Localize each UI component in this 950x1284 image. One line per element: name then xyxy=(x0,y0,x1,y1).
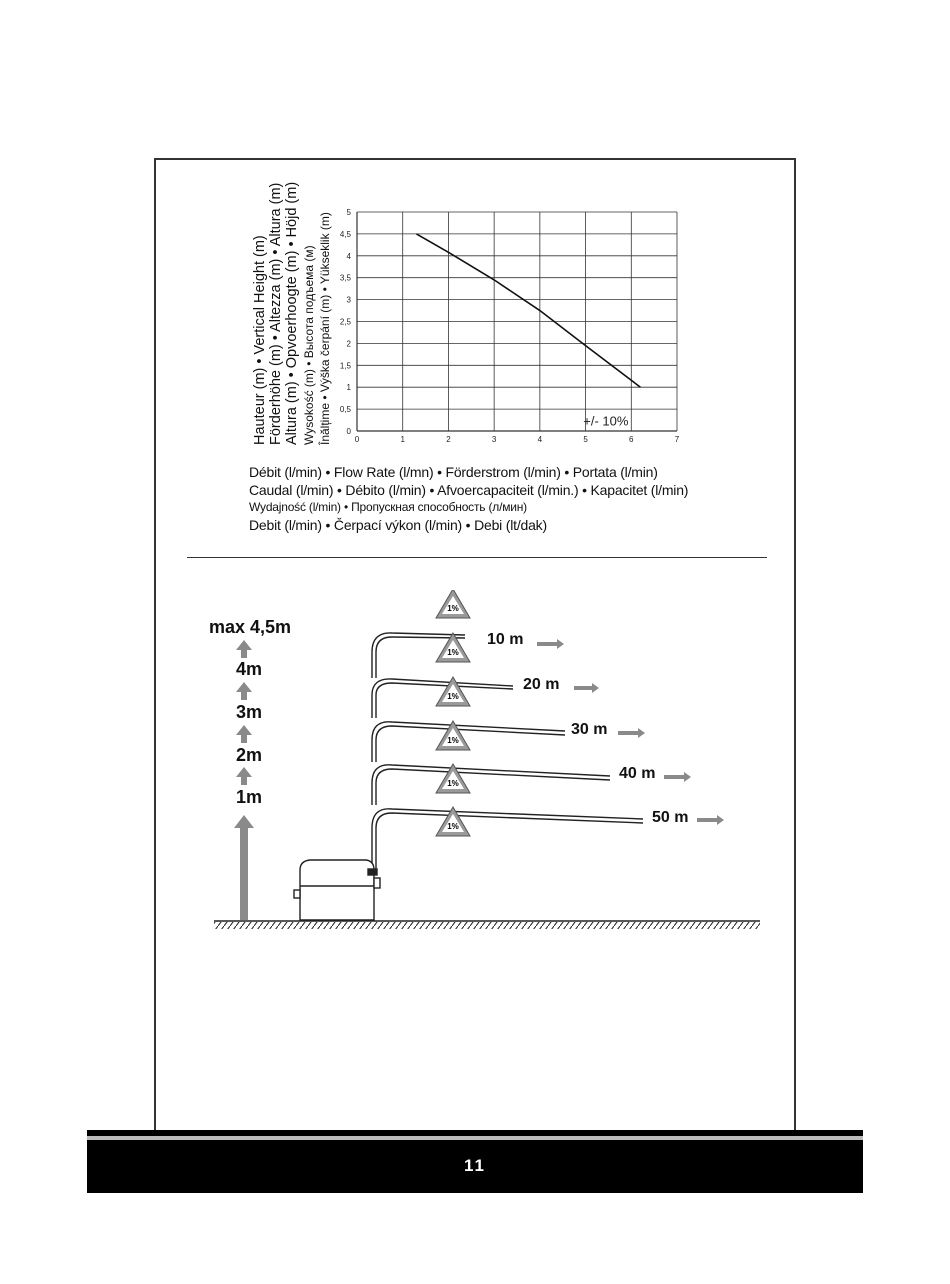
y-label-line: Wysokość (m) • Высота подъема (м) xyxy=(302,245,316,445)
x-axis-label-block xyxy=(249,464,688,534)
y-tick-label: 0 xyxy=(346,427,351,436)
distance-label-40m: 40 m xyxy=(619,765,656,782)
height-label-max: max 4,5m xyxy=(209,617,292,637)
y-label-line: Înălțime • Výška čerpání (m) • Yükseklik (m) xyxy=(318,212,332,445)
tolerance-annotation: +/- 10% xyxy=(583,413,629,429)
y-label-line: Altura (m) • Opvoerhoogte (m) • Höjd (m) xyxy=(284,181,300,445)
x-tick-label: 3 xyxy=(491,435,497,444)
slope-warning-icon xyxy=(436,590,470,618)
page-number: 11 xyxy=(464,1156,486,1175)
svg-text:1%: 1% xyxy=(447,692,459,701)
y-tick-label: 3,5 xyxy=(339,273,351,283)
height-label-3m: 3m xyxy=(236,702,263,722)
y-label-line: Hauteur (m) • Vertical Height (m) xyxy=(252,235,268,445)
x-label-line: Wydajność (l/min) • Пропускная способность (л/мин) xyxy=(249,500,527,514)
flow-rate-chart xyxy=(230,195,700,455)
x-tick-label: 2 xyxy=(446,435,451,444)
x-label-line: Débit (l/min) • Flow Rate (l/mn) • Förderstrom (l/min) • Portata (l/min) xyxy=(249,464,658,480)
x-tick-label: 0 xyxy=(354,435,360,444)
y-tick-label: 2 xyxy=(346,339,351,349)
distance-label-20m: 20 m xyxy=(523,676,560,693)
y-tick-label: 1,5 xyxy=(339,361,351,371)
svg-text:1%: 1% xyxy=(447,648,459,657)
distance-label-50m: 50 m xyxy=(652,809,689,826)
footer-bar xyxy=(87,1140,863,1193)
x-tick-label: 6 xyxy=(629,435,634,444)
height-label-4m: 4m xyxy=(236,659,263,679)
series-line xyxy=(416,234,640,387)
x-tick-label: 1 xyxy=(400,435,405,444)
y-tick-label: 1 xyxy=(346,383,351,393)
y-tick-label: 0,5 xyxy=(339,405,351,415)
x-tick-label: 4 xyxy=(537,435,543,444)
svg-text:1%: 1% xyxy=(447,779,459,788)
y-tick-label: 4,5 xyxy=(339,229,351,239)
ground-hatch xyxy=(214,921,760,929)
installation-diagram xyxy=(200,590,770,940)
section-divider xyxy=(187,557,767,558)
x-tick-label: 5 xyxy=(583,435,588,444)
distance-label-10m: 10 m xyxy=(487,631,524,648)
height-label-2m: 2m xyxy=(236,745,263,765)
drain-pipes xyxy=(372,633,643,873)
height-arrows xyxy=(234,640,254,920)
svg-text:1%: 1% xyxy=(447,604,459,613)
y-tick-label: 5 xyxy=(346,208,351,217)
y-tick-label: 4 xyxy=(346,251,351,261)
x-label-line: Caudal (l/min) • Débito (l/min) • Afvoercapaciteit (l/min.) • Kapacitet (l/min) xyxy=(249,481,689,498)
svg-text:1%: 1% xyxy=(447,736,459,745)
height-label-1m: 1m xyxy=(236,787,263,807)
x-label-line: Debit (l/min) • Čerpací výkon (l/min) • Debi (lt/dak) xyxy=(249,516,547,533)
pump-unit-icon xyxy=(294,860,380,920)
svg-text:1%: 1% xyxy=(447,822,459,831)
y-tick-label: 3 xyxy=(346,295,351,305)
y-tick-label: 2,5 xyxy=(339,317,351,327)
y-label-line: Förderhöhe (m) • Altezza (m) • Altura (m) xyxy=(268,182,284,445)
distance-label-30m: 30 m xyxy=(571,721,608,738)
flow-arrows xyxy=(537,639,724,825)
x-tick-label: 7 xyxy=(674,435,680,444)
slope-warning-icons xyxy=(436,590,470,836)
